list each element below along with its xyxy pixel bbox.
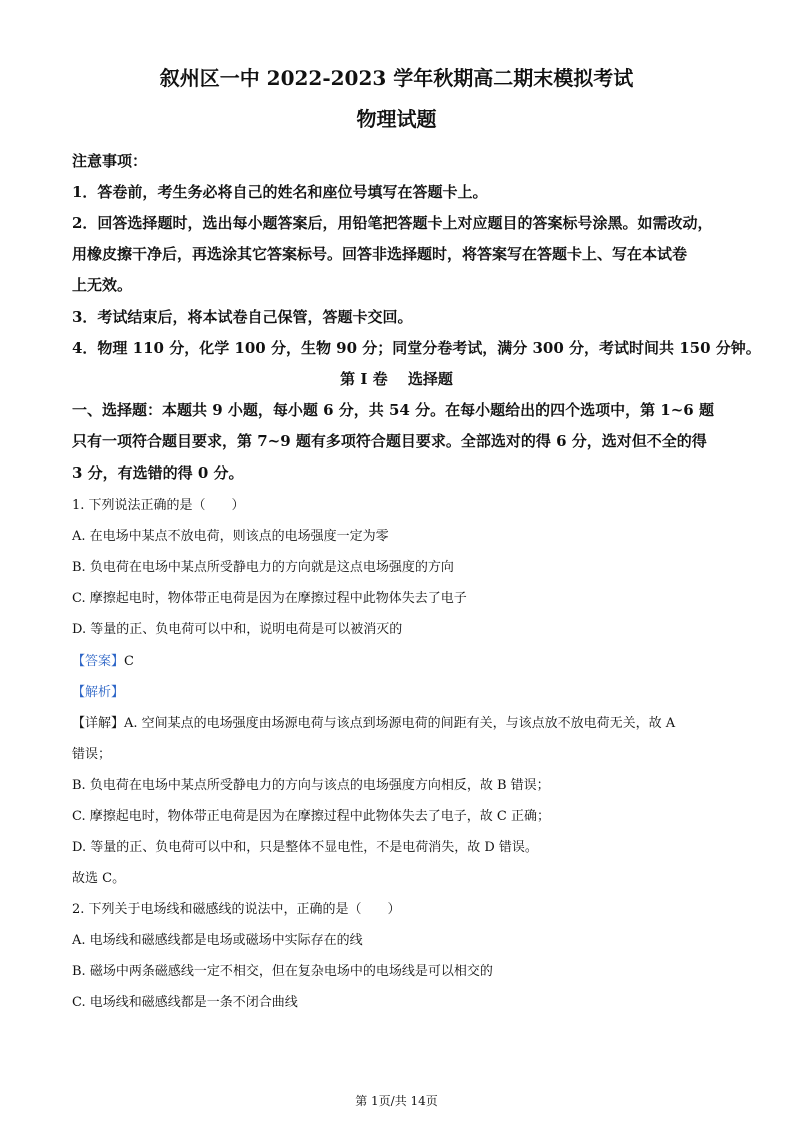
section-intro-line: 一、选择题：本题共 9 小题，每小题 6 分，共 54 分。在每小题给出的四个选项中，第 1~6 题: [72, 401, 714, 419]
detail-line: 错误；: [72, 747, 112, 762]
detail-label: 【详解】: [72, 716, 125, 731]
question-2-option-c: C. 电场线和磁感线都是一条不闭合曲线: [72, 995, 298, 1010]
question-1-option-d: D. 等量的正、负电荷可以中和，说明电荷是可以被消灭的: [72, 622, 403, 637]
question-1-option-c: C. 摩擦起电时，物体带正电荷是因为在摩擦过程中此物体失去了电子: [72, 591, 467, 606]
notice-line: 4．物理 110 分，化学 100 分，生物 90 分；同堂分卷考试，满分 300 分，考试时间共 150 分钟。: [72, 339, 761, 357]
notice-line: 上无效。: [72, 276, 133, 294]
notice-line: 3．考试结束后，将本试卷自己保管，答题卡交回。: [72, 308, 413, 326]
section-intro-line: 3 分，有选错的得 0 分。: [72, 464, 244, 482]
notice-line: 2．回答选择题时，选出每小题答案后，用铅笔把答题卡上对应题目的答案标号涂黑。如需改动，: [72, 214, 713, 232]
answer-row: [72, 650, 134, 669]
detail-line: A. 空间某点的电场强度由场源电荷与该点到场源电荷的间距有关，与该点放不放电荷无关，故 A: [124, 716, 676, 731]
answer-label: 【答案】: [72, 654, 125, 669]
section-title: 第 I 卷 选择题: [340, 370, 453, 388]
question-2-option-a: A. 电场线和磁感线都是电场或磁场中实际存在的线: [72, 933, 363, 948]
detail-line: B. 负电荷在电场中某点所受静电力的方向与该点的电场强度方向相反，故 B 错误；: [72, 778, 550, 793]
detail-line: C. 摩擦起电时，物体带正电荷是因为在摩擦过程中此物体失去了电子，故 C 正确；: [72, 809, 550, 824]
answer-value: C: [124, 654, 134, 669]
detail-conclusion: 故选 C。: [72, 871, 126, 886]
detail-row: [72, 712, 675, 731]
question-2-option-b: B. 磁场中两条磁感线一定不相交，但在复杂电场中的电场线是可以相交的: [72, 964, 493, 979]
question-1-option-b: B. 负电荷在电场中某点所受静电力的方向就是这点电场强度的方向: [72, 560, 454, 575]
notice-line: 用橡皮擦干净后，再选涂其它答案标号。回答非选择题时，将答案写在答题卡上、写在本试卷: [72, 245, 688, 263]
notice-line: 1．答卷前，考生务必将自己的姓名和座位号填写在答题卡上。: [72, 183, 488, 201]
detail-line: D. 等量的正、负电荷可以中和，只是整体不显电性，不是电荷消失，故 D 错误。: [72, 840, 538, 855]
section-intro-line: 只有一项符合题目要求，第 7~9 题有多项符合题目要求。全部选对的得 6 分，选对但不全的得: [72, 432, 707, 450]
question-1-stem: 1. 下列说法正确的是（ ）: [72, 498, 245, 513]
exam-subtitle: 物理试题: [356, 107, 437, 131]
analysis-label: 【解析】: [72, 685, 125, 700]
question-2-stem: 2. 下列关于电场线和磁感线的说法中，正确的是（ ）: [72, 902, 401, 917]
question-1-option-a: A. 在电场中某点不放电荷，则该点的电场强度一定为零: [72, 529, 389, 544]
exam-title: 叙州区一中 2022-2023 学年秋期高二期末模拟考试: [159, 66, 634, 90]
page-footer: 第 1页/共 14页: [355, 1094, 438, 1108]
notice-heading: 注意事项：: [72, 152, 148, 170]
